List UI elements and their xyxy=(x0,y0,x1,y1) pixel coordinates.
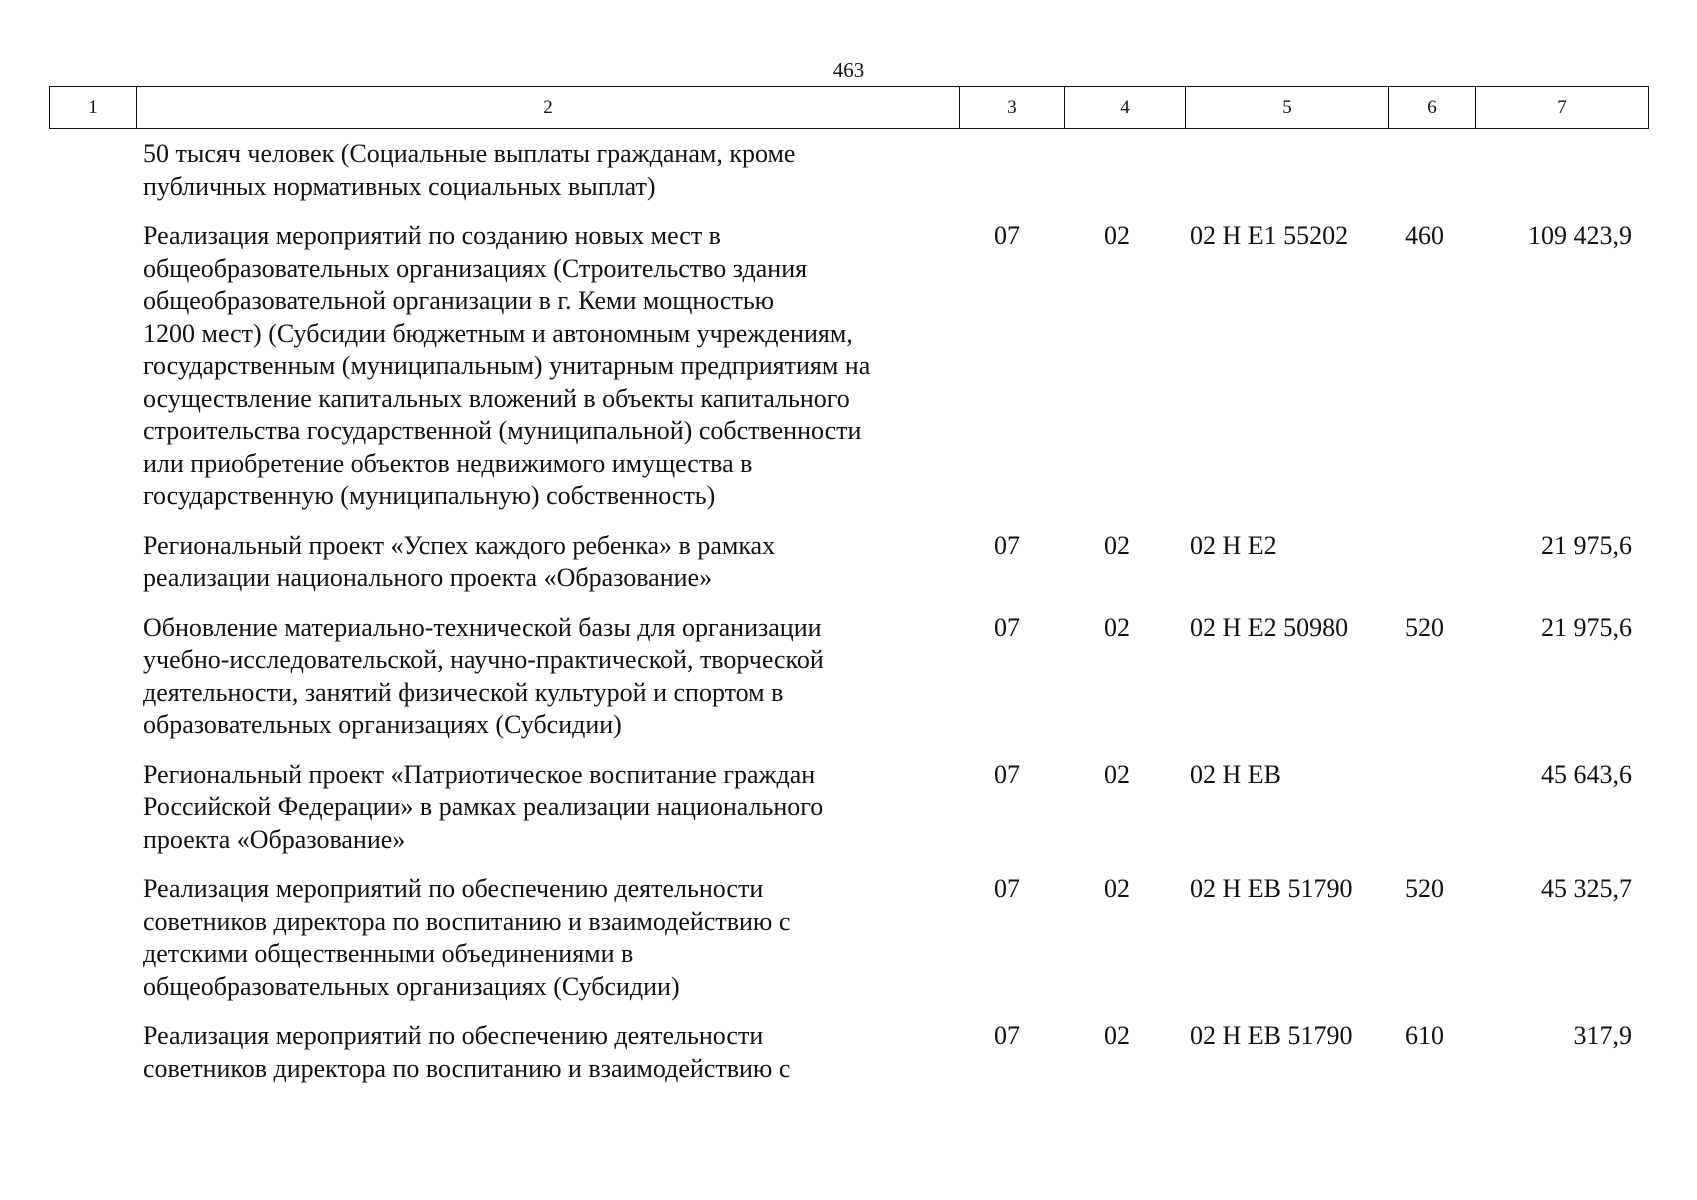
row-target-code: 02 Н Е2 50980 xyxy=(1190,612,1349,642)
row-name xyxy=(143,530,963,595)
row-name-line: общеобразовательной организации в г. Кеми мощностью xyxy=(143,286,775,315)
row-amount: 45 643,6 xyxy=(1541,759,1632,789)
budget-table-body xyxy=(0,138,1697,1102)
row-amount: 109 423,9 xyxy=(1528,221,1632,250)
row-name xyxy=(143,612,963,742)
row-section: 07 xyxy=(994,759,1020,789)
row-name-line: 50 тысяч человек (Социальные выплаты гражданам, кроме xyxy=(143,139,796,168)
header-row xyxy=(50,87,1649,129)
row-name xyxy=(143,1020,963,1085)
row-amount: 45 325,7 xyxy=(1541,874,1632,903)
row-section: 07 xyxy=(994,530,1020,560)
row-target-code: 02 Н Е1 55202 xyxy=(1190,221,1349,250)
row-section: 07 xyxy=(994,612,1020,642)
row-name-line: реализации национального проекта «Образование» xyxy=(143,563,713,592)
row-name-line: советников директора по воспитанию и взаимодействию с xyxy=(143,906,791,936)
row-name-line: государственным (муниципальным) унитарным предприятиям на xyxy=(143,351,871,380)
table-row xyxy=(0,138,1697,203)
table-row xyxy=(0,612,1697,742)
row-expense-type: 460 xyxy=(1405,221,1444,250)
row-target-code: 02 Н ЕВ 51790 xyxy=(1190,1021,1353,1050)
row-name-line: деятельности, занятий физической культурой и спортом в xyxy=(143,677,784,707)
table-row xyxy=(0,873,1697,1003)
header-col-4: 4 xyxy=(1065,87,1186,129)
row-name xyxy=(143,220,963,513)
row-subsection: 02 xyxy=(1104,759,1130,789)
table-row xyxy=(0,220,1697,513)
row-name-line: Реализация мероприятий по обеспечению деятельности xyxy=(143,1021,764,1050)
row-target-code: 02 Н Е2 xyxy=(1190,530,1277,560)
row-subsection: 02 xyxy=(1104,874,1130,903)
row-name-line: или приобретение объектов недвижимого имущества в xyxy=(143,448,753,478)
row-name-line: государственную (муниципальную) собственность) xyxy=(143,481,716,510)
row-name-line: 1200 мест) (Субсидии бюджетным и автономным учреждениям, xyxy=(143,318,853,348)
row-name-line: публичных нормативных социальных выплат) xyxy=(143,171,656,201)
row-name-line: Реализация мероприятий по обеспечению деятельности xyxy=(143,874,764,903)
row-name-line: осуществление капитальных вложений в объекты капитального xyxy=(143,383,850,413)
row-expense-type: 520 xyxy=(1405,874,1444,903)
row-name-line: образовательных организациях (Субсидии) xyxy=(143,710,622,739)
page-number: 463 xyxy=(832,58,865,82)
row-name xyxy=(143,138,963,203)
row-amount: 21 975,6 xyxy=(1541,612,1632,642)
row-target-code: 02 Н ЕВ xyxy=(1190,759,1281,789)
row-name-line: строительства государственной (муниципальной) собственности xyxy=(143,416,862,445)
row-name-line: Реализация мероприятий по созданию новых мест в xyxy=(143,221,721,250)
row-section: 07 xyxy=(994,221,1020,250)
row-name-line: общеобразовательных организациях (Строительство здания xyxy=(143,253,808,283)
row-subsection: 02 xyxy=(1104,1021,1130,1050)
row-subsection: 02 xyxy=(1104,612,1130,642)
header-col-5: 5 xyxy=(1186,87,1389,129)
row-section: 07 xyxy=(994,874,1020,903)
row-subsection: 02 xyxy=(1104,530,1130,560)
header-col-2: 2 xyxy=(137,87,960,129)
row-subsection: 02 xyxy=(1104,221,1130,250)
row-name-line: проекта «Образование» xyxy=(143,824,406,854)
header-col-6: 6 xyxy=(1389,87,1476,129)
row-name-line: советников директора по воспитанию и взаимодействию с xyxy=(143,1053,791,1083)
row-name-line: учебно-исследовательской, научно-практической, творческой xyxy=(143,645,824,674)
row-name-line: Региональный проект «Успех каждого ребенка» в рамках xyxy=(143,530,776,560)
row-name xyxy=(143,873,963,1003)
row-expense-type: 520 xyxy=(1405,612,1444,642)
table-row xyxy=(0,530,1697,595)
table-row xyxy=(0,1020,1697,1085)
row-name-line: Российской Федерации» в рамках реализации национального xyxy=(143,792,824,821)
row-name xyxy=(143,759,963,857)
header-col-7: 7 xyxy=(1476,87,1649,129)
row-name-line: детскими общественными объединениями в xyxy=(143,939,634,968)
header-col-3: 3 xyxy=(960,87,1065,129)
row-target-code: 02 Н ЕВ 51790 xyxy=(1190,874,1353,903)
table-row xyxy=(0,759,1697,857)
header-col-1: 1 xyxy=(50,87,137,129)
row-expense-type: 610 xyxy=(1405,1021,1444,1050)
row-section: 07 xyxy=(994,1021,1020,1050)
row-amount: 21 975,6 xyxy=(1541,530,1632,560)
row-amount: 317,9 xyxy=(1573,1021,1632,1050)
row-name-line: Обновление материально-технической базы для организации xyxy=(143,612,822,642)
row-name-line: общеобразовательных организациях (Субсидии) xyxy=(143,971,680,1001)
row-name-line: Региональный проект «Патриотическое воспитание граждан xyxy=(143,759,816,789)
column-number-header xyxy=(49,86,1649,129)
